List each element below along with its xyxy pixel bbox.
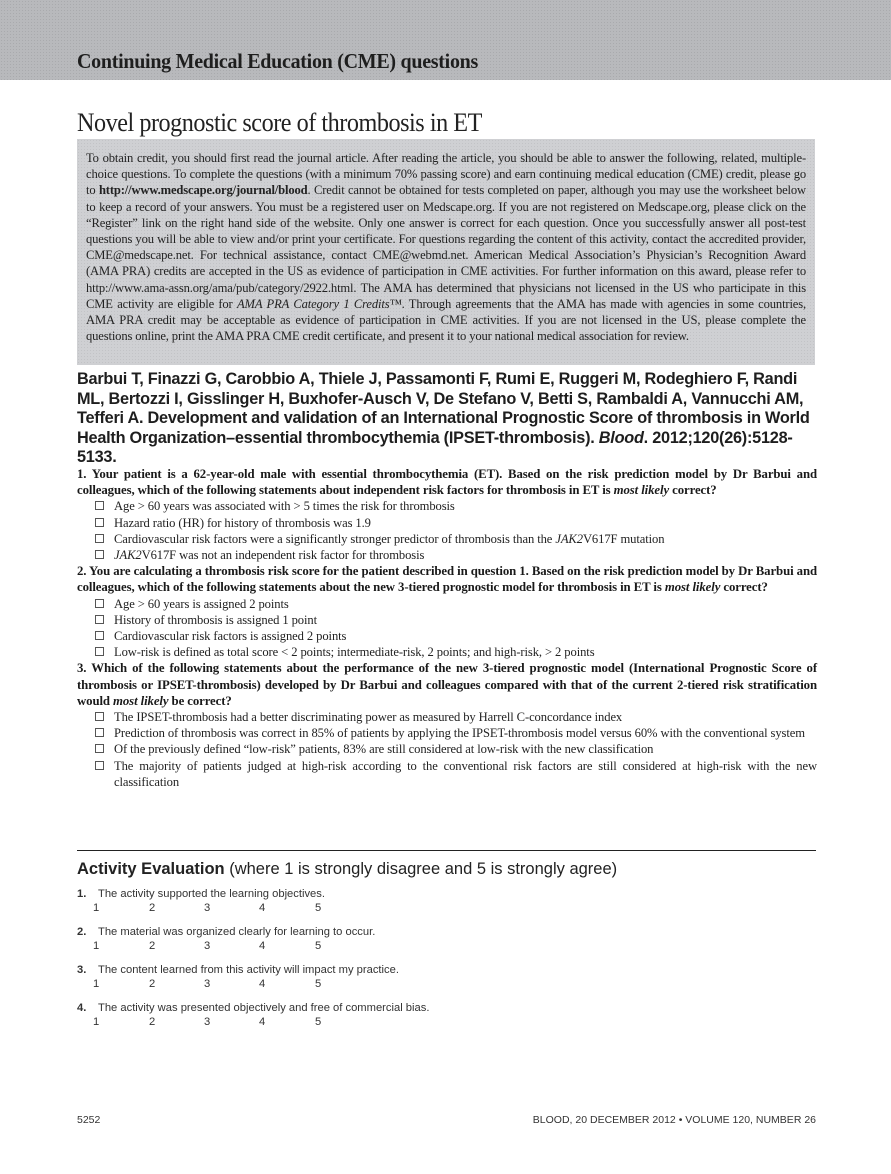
question-stem-end: correct? xyxy=(720,580,768,595)
answer-option[interactable] xyxy=(77,531,817,547)
option-text: The majority of patients judged at high-risk according to the conventional risk factors are still considered at high-risk with the new classification xyxy=(114,758,817,789)
option-text: Low-risk is defined as total score < 2 points; intermediate-risk, 2 points; and high-risk, > 2 points xyxy=(114,645,595,660)
article-title: Novel prognostic score of thrombosis in ET xyxy=(77,108,482,137)
option-gene-name: JAK2 xyxy=(555,531,583,546)
evaluation-number: 2. xyxy=(77,926,87,938)
answer-option[interactable] xyxy=(77,741,817,757)
answer-option[interactable] xyxy=(77,644,817,660)
rating-scale xyxy=(77,940,817,955)
rating-option-1[interactable]: 1 xyxy=(93,901,100,914)
checkbox-icon[interactable] xyxy=(95,534,104,543)
option-text: Of the previously defined “low-risk” patients, 83% are still considered at low-risk with the new classification xyxy=(114,742,654,757)
questions-list xyxy=(77,466,817,790)
option-text: Hazard ratio (HR) for history of thrombosis was 1.9 xyxy=(114,515,371,530)
answer-option[interactable] xyxy=(77,596,817,612)
question-1 xyxy=(77,466,817,563)
evaluation-item xyxy=(77,963,817,992)
question-stem-text: 2. You are calculating a thrombosis risk score for the patient described in question 1. Based on the risk prediction model by Dr Barbui and colleagues, which of the following statements about the new 3-tiered prognostic model for thrombosis in ET is xyxy=(77,564,817,595)
instructions-part-1: To obtain credit, you should first read the journal article. After reading the article, you should be able to answer the following, related, multiple-choice questions. To complete the questions (with a minimum 70% passing score) and earn continuing medical education (CME) credit, please go to xyxy=(86,151,806,198)
evaluation-item xyxy=(77,925,817,954)
evaluation-text: The activity supported the learning objectives. xyxy=(98,888,325,900)
question-3 xyxy=(77,660,817,790)
evaluation-title xyxy=(77,860,617,879)
section-divider xyxy=(77,850,816,851)
answer-option[interactable] xyxy=(77,725,817,741)
rating-option-3[interactable]: 3 xyxy=(204,901,211,914)
checkbox-icon[interactable] xyxy=(95,647,104,656)
rating-option-2[interactable]: 2 xyxy=(149,901,156,914)
rating-option-4[interactable]: 4 xyxy=(259,1015,266,1028)
evaluation-statement xyxy=(77,887,817,902)
checkbox-icon[interactable] xyxy=(95,615,104,624)
rating-option-5[interactable]: 5 xyxy=(315,1015,322,1028)
citation-journal: Blood xyxy=(598,428,644,447)
instructions-part-3: . Through agreements that the AMA has made with agencies in some countries, AMA PRA credit may be acceptable as evidence of participation in CME activities. If you are not licensed in the US, please complete the questions online, print the AMA PRA CME credit certificate, and present it to your national medical association for review. xyxy=(86,296,806,344)
answer-option[interactable] xyxy=(77,612,817,628)
evaluation-statement xyxy=(77,925,817,940)
rating-option-4[interactable]: 4 xyxy=(259,901,266,914)
option-text: Age > 60 years is assigned 2 points xyxy=(114,596,289,611)
checkbox-icon[interactable] xyxy=(95,744,104,753)
rating-option-2[interactable]: 2 xyxy=(149,977,156,990)
checkbox-icon[interactable] xyxy=(95,728,104,737)
rating-option-5[interactable]: 5 xyxy=(315,939,322,952)
rating-option-5[interactable]: 5 xyxy=(315,977,322,990)
section-header-band xyxy=(0,0,891,80)
option-gene-name: JAK2 xyxy=(114,548,142,563)
option-text: History of thrombosis is assigned 1 point xyxy=(114,612,317,627)
question-stem-end: correct? xyxy=(669,483,717,498)
question-stem-text: 1. Your patient is a 62-year-old male with essential thrombocythemia (ET). Based on the risk prediction model by Dr Barbui and colleagues, which of the following statements about independent risk factors for thrombosis in ET is xyxy=(77,467,817,498)
answer-option[interactable] xyxy=(77,709,817,725)
evaluation-title-bold: Activity Evaluation xyxy=(77,860,225,878)
rating-option-4[interactable]: 4 xyxy=(259,977,266,990)
option-text: V617F was not an independent risk factor for thrombosis xyxy=(141,548,425,563)
instructions-part-2: . Credit cannot be obtained for tests completed on paper, although you may use the worksheet below to keep a record of your answers. You must be a registered user on Medscape.org. If you are not registered on Medscape.org, please click on the “Register” link on the right hand side of the website. Only one answer is correct for each question. Once you successfully answer all post-test questions you will be able to view and/or print your certificate. For questions regarding the content of this activity, contact the accredited provider, CME@medscape.net. For technical assistance, contact CME@webmd.net. American Medical Association’s Physician’s Recognition Award (AMA PRA) credits are accepted in the US as evidence of participation in CME activities. For further information on this award, please refer to http://www.ama-assn.org/ama/pub/category/2922.html. The AMA has determined that physicians not licensed in the US who participate in this CME activity are eligible for xyxy=(86,183,806,311)
evaluation-statement xyxy=(77,963,817,978)
rating-option-4[interactable]: 4 xyxy=(259,939,266,952)
evaluation-number: 1. xyxy=(77,888,87,900)
journal-info: BLOOD, 20 DECEMBER 2012 • VOLUME 120, NUMBER 26 xyxy=(532,1114,816,1126)
question-stem-emphasis: most likely xyxy=(613,483,670,498)
rating-option-2[interactable]: 2 xyxy=(149,939,156,952)
checkbox-icon[interactable] xyxy=(95,501,104,510)
question-stem xyxy=(77,660,817,709)
option-text: Prediction of thrombosis was correct in 85% of patients by applying the IPSET-thrombosis model versus 60% with the conventional system xyxy=(114,726,805,741)
checkbox-icon[interactable] xyxy=(95,761,104,770)
question-stem xyxy=(77,563,817,595)
option-text: Cardiovascular risk factors is assigned 2 points xyxy=(114,629,347,644)
question-stem-emphasis: most likely xyxy=(664,580,721,595)
citation-authors-title: Barbui T, Finazzi G, Carobbio A, Thiele J, Passamonti F, Rumi E, Ruggeri M, Rodeghiero F, Randi ML, Bertozzi I, Gisslinger H, Buxhofer-Ausch V, De Stefano V, Betti S, Rambaldi A, Vannucchi AM, Tefferi A. Development and validation of an International Prognostic Score of thrombosis in World Health Organization–essential thrombocythemia (IPSET-thrombosis). xyxy=(77,370,810,447)
answer-option[interactable] xyxy=(77,498,817,514)
evaluation-text: The activity was presented objectively and free of commercial bias. xyxy=(98,1002,430,1014)
evaluation-item xyxy=(77,1001,817,1030)
answer-options xyxy=(77,596,817,661)
rating-option-2[interactable]: 2 xyxy=(149,1015,156,1028)
page-number: 5252 xyxy=(77,1114,101,1126)
checkbox-icon[interactable] xyxy=(95,599,104,608)
evaluation-text: The content learned from this activity will impact my practice. xyxy=(98,964,399,976)
citation-details: . 2012;120(26):5128-5133. xyxy=(77,428,793,466)
evaluation-title-note: (where 1 is strongly disagree and 5 is strongly agree) xyxy=(224,860,618,878)
evaluation-item xyxy=(77,887,817,916)
answer-options xyxy=(77,709,817,790)
rating-option-3[interactable]: 3 xyxy=(204,977,211,990)
checkbox-icon[interactable] xyxy=(95,518,104,527)
article-citation xyxy=(77,370,817,468)
instructions-text xyxy=(86,150,806,344)
rating-option-3[interactable]: 3 xyxy=(204,1015,211,1028)
option-text: Age > 60 years was associated with > 5 times the risk for thrombosis xyxy=(114,499,455,514)
question-stem-text: 3. Which of the following statements about the performance of the new 3-tiered prognostic model (International Prognostic Score of thrombosis or IPSET-thrombosis) developed by Dr Barbui and colleagues compared with that of the current 2-tiered risk stratification would xyxy=(77,661,817,708)
question-stem-emphasis: most likely xyxy=(113,693,169,708)
answer-option[interactable] xyxy=(77,628,817,644)
rating-option-1[interactable]: 1 xyxy=(93,1015,100,1028)
answer-option[interactable] xyxy=(77,758,817,790)
answer-options xyxy=(77,498,817,563)
question-stem-end: be correct? xyxy=(168,693,232,708)
evaluation-number: 3. xyxy=(77,964,87,976)
question-2 xyxy=(77,563,817,660)
evaluation-items xyxy=(77,887,817,1039)
option-text: V617F mutation xyxy=(582,531,665,546)
rating-scale xyxy=(77,902,817,917)
rating-scale xyxy=(77,1016,817,1031)
rating-option-5[interactable]: 5 xyxy=(315,901,322,914)
rating-option-1[interactable]: 1 xyxy=(93,939,100,952)
rating-option-1[interactable]: 1 xyxy=(93,977,100,990)
option-text: The IPSET-thrombosis had a better discriminating power as measured by Harrell C-concordance index xyxy=(114,710,623,725)
checkbox-icon[interactable] xyxy=(95,712,104,721)
instructions-box xyxy=(77,139,815,365)
answer-option[interactable] xyxy=(77,515,817,531)
rating-scale xyxy=(77,978,817,993)
checkbox-icon[interactable] xyxy=(95,631,104,640)
medscape-link[interactable]: http://www.medscape.org/journal/blood xyxy=(98,183,308,198)
section-title: Continuing Medical Education (CME) questions xyxy=(77,49,479,73)
evaluation-text: The material was organized clearly for learning to occur. xyxy=(98,926,376,938)
rating-option-3[interactable]: 3 xyxy=(204,939,211,952)
evaluation-statement xyxy=(77,1001,817,1016)
evaluation-number: 4. xyxy=(77,1002,87,1014)
checkbox-icon[interactable] xyxy=(95,550,104,559)
option-text: Cardiovascular risk factors were a significantly stronger predictor of thrombosis than the xyxy=(114,531,556,546)
credit-name: AMA PRA Category 1 Credits™ xyxy=(236,296,402,311)
question-stem xyxy=(77,466,817,498)
answer-option[interactable] xyxy=(77,547,817,563)
